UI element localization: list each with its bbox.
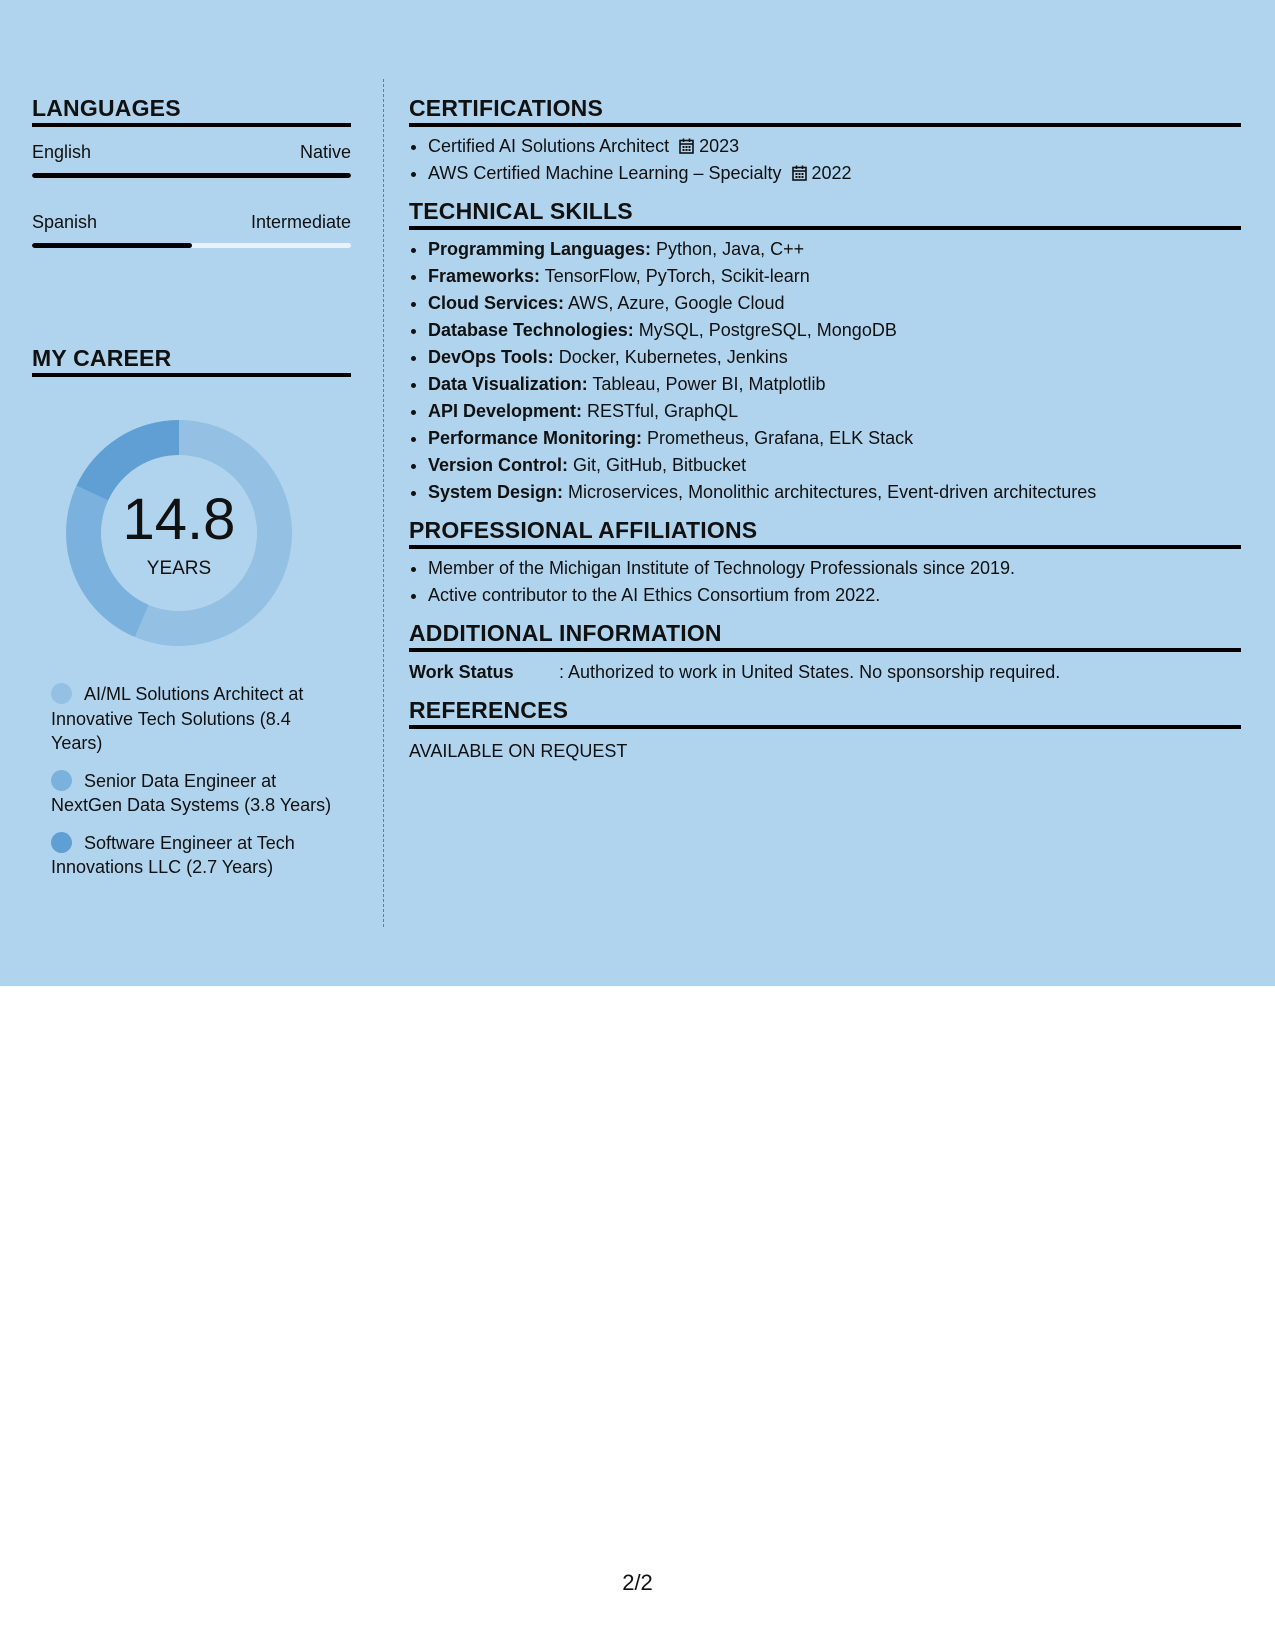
career-legend-dot: [51, 832, 72, 853]
certification-name: Certified AI Solutions Architect: [428, 136, 670, 156]
career-legend-dot: [51, 770, 72, 791]
calendar-icon: [679, 135, 694, 151]
skill-values: TensorFlow, PyTorch, Scikit-learn: [540, 266, 810, 286]
skill-values: Git, GitHub, Bitbucket: [568, 455, 747, 475]
skill-values: Microservices, Monolithic architectures, Event-driven architectures: [563, 482, 1097, 502]
skills-list: [409, 236, 1241, 506]
affiliation-item: • Active contributor to the AI Ethics Consortium from 2022.: [428, 582, 1241, 609]
career-heading: MY CAREER: [32, 346, 351, 377]
language-row: [32, 197, 351, 267]
language-level: Native: [299, 142, 351, 162]
work-status-row: [409, 660, 1241, 684]
skill-item: [428, 317, 1241, 344]
certification-name: AWS Certified Machine Learning – Specialty: [428, 163, 782, 183]
career-donut-chart: [66, 420, 292, 646]
work-status-value: : Authorized to work in United States. No sponsorship required.: [559, 662, 1061, 682]
career-legend-item: [51, 831, 341, 880]
skill-values: MySQL, PostgreSQL, MongoDB: [633, 320, 897, 340]
left-column: [32, 96, 351, 893]
languages-list: [32, 127, 351, 267]
language-proficiency-fill: [32, 173, 351, 178]
language-name: Spanish: [32, 212, 98, 232]
career-legend-dot: [51, 683, 72, 704]
skill-values: RESTful, GraphQL: [582, 401, 739, 421]
skill-item: [428, 344, 1241, 371]
skill-category: Programming Languages:: [428, 239, 652, 259]
affiliations-list: [409, 555, 1241, 609]
skill-category: DevOps Tools:: [428, 347, 554, 367]
certification-item: [428, 160, 1241, 187]
certifications-heading: CERTIFICATIONS: [409, 96, 1241, 127]
skill-category: Data Visualization:: [428, 374, 588, 394]
language-row: [32, 127, 351, 197]
certification-year: 2023: [699, 136, 740, 156]
skill-category: Cloud Services:: [428, 293, 565, 313]
skills-heading: TECHNICAL SKILLS: [409, 199, 1241, 230]
language-name: English: [32, 142, 92, 162]
references-text: AVAILABLE ON REQUEST: [409, 741, 628, 761]
additional-info-heading: ADDITIONAL INFORMATION: [409, 621, 1241, 652]
skill-values: Python, Java, C++: [651, 239, 805, 259]
skill-item: [428, 371, 1241, 398]
certification-item: [428, 133, 1241, 160]
certification-year: 2022: [811, 163, 852, 183]
skill-item: [428, 398, 1241, 425]
career-legend: [51, 682, 341, 880]
skill-values: Tableau, Power BI, Matplotlib: [587, 374, 826, 394]
right-column: [409, 96, 1241, 763]
skill-category: Database Technologies:: [428, 320, 634, 340]
skill-category: Version Control:: [428, 455, 569, 475]
references-heading: REFERENCES: [409, 698, 1241, 729]
skill-values: Prometheus, Grafana, ELK Stack: [642, 428, 914, 448]
career-total-unit: YEARS: [146, 558, 212, 579]
career-total-years: 14.8: [122, 487, 236, 552]
skill-category: Frameworks:: [428, 266, 541, 286]
skill-category: Performance Monitoring:: [428, 428, 643, 448]
language-proficiency-fill: [32, 243, 192, 248]
language-proficiency-bar: [32, 173, 351, 178]
certifications-list: [409, 133, 1241, 187]
skill-item: [428, 452, 1241, 479]
skill-values: AWS, Azure, Google Cloud: [564, 293, 785, 313]
affiliations-heading: PROFESSIONAL AFFILIATIONS: [409, 518, 1241, 549]
career-legend-item: [51, 769, 341, 818]
career-legend-item: [51, 682, 341, 756]
affiliation-item: • Member of the Michigan Institute of Technology Professionals since 2019.: [428, 555, 1241, 582]
column-divider: [383, 79, 384, 927]
calendar-icon: [792, 162, 807, 178]
career-legend-label: Software Engineer at Tech Innovations LLC (2.7 Years): [51, 832, 295, 877]
skill-item: [428, 263, 1241, 290]
languages-heading: LANGUAGES: [32, 96, 351, 127]
skill-item: [428, 236, 1241, 263]
work-status-label: Work Status: [409, 662, 514, 682]
language-proficiency-bar: [32, 243, 351, 248]
skill-item: [428, 290, 1241, 317]
skill-item: [428, 425, 1241, 452]
career-legend-label: Senior Data Engineer at NextGen Data Systems (3.8 Years): [51, 770, 332, 815]
skill-category: System Design:: [428, 482, 564, 502]
career-legend-label: AI/ML Solutions Architect at Innovative Tech Solutions (8.4 Years): [51, 684, 304, 753]
language-level: Intermediate: [250, 212, 351, 232]
skill-values: Docker, Kubernetes, Jenkins: [553, 347, 788, 367]
page-number: 2/2: [622, 1570, 653, 1595]
skill-item: [428, 479, 1241, 506]
skill-category: API Development:: [428, 401, 583, 421]
